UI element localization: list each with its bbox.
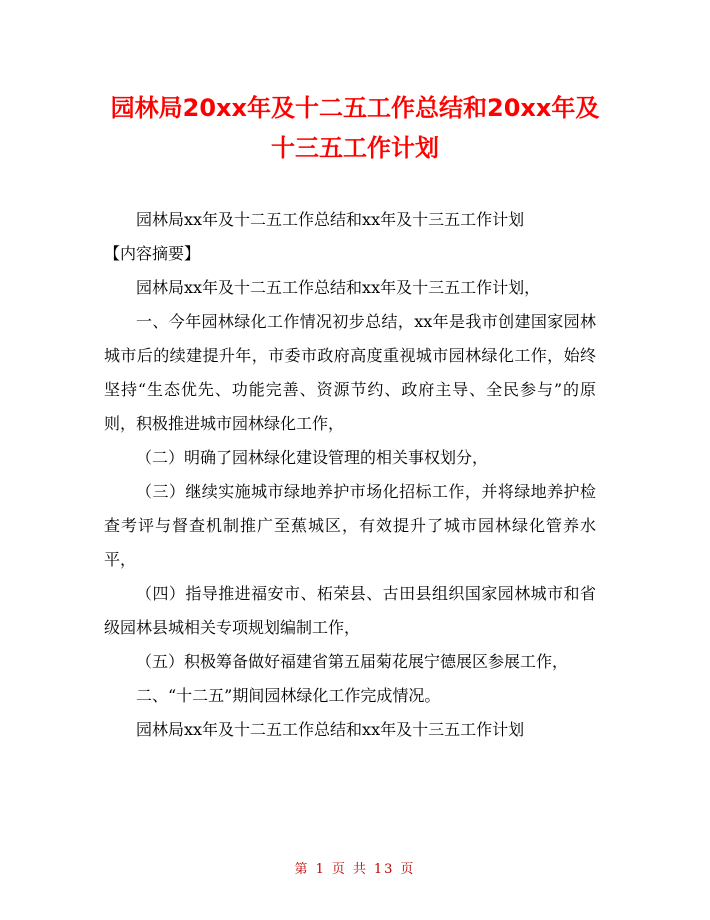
footer-page-label: 第: [294, 862, 310, 877]
paragraph-summary-intro: 园林局xx年及十二五工作总结和xx年及十三五工作计划，: [136, 278, 541, 297]
footer-total-label: 共: [352, 862, 368, 877]
document-body: [104, 203, 596, 747]
footer-total-pages: 13: [373, 862, 395, 877]
title-line-1: 园林局20xx年及十二五工作总结和20xx年及: [110, 94, 600, 122]
paragraph-doc-heading: 园林局xx年及十二五工作总结和xx年及十三五工作计划: [136, 210, 525, 229]
document-title: [60, 88, 650, 168]
paragraph-item-four: （四）指导推进福安市、柘荣县、古田县组织国家园林城市和省级园林县城相关专项规划编制工作，: [104, 584, 596, 637]
footer-page-unit: 页: [331, 862, 347, 877]
paragraph-item-three: （三）继续实施城市绿地养护市场化招标工作，并将绿地养护检查考评与督查机制推广至蕉城区，有效提升了城市园林绿化管养水平，: [104, 482, 596, 569]
title-line-2: 十三五工作计划: [271, 134, 439, 162]
footer-total-unit: 页: [400, 862, 416, 877]
footer-current-page: 1: [315, 862, 326, 877]
page-footer: [0, 858, 710, 877]
paragraph-item-two: （二）明确了园林绿化建设管理的相关事权划分，: [136, 448, 489, 467]
paragraph-section-two: 二、“十二五”期间园林绿化工作完成情况。: [136, 686, 441, 705]
paragraph-summary-label: 【内容摘要】: [104, 244, 201, 263]
paragraph-item-five: （五）积极筹备做好福建省第五届菊花展宁德展区参展工作，: [136, 652, 569, 671]
paragraph-doc-heading-repeat: 园林局xx年及十二五工作总结和xx年及十三五工作计划: [136, 720, 525, 739]
paragraph-section-one: 一、今年园林绿化工作情况初步总结，xx年是我市创建国家园林城市后的续建提升年，市委市政府高度重视城市园林绿化工作，始终坚持“生态优先、功能完善、资源节约、政府主导、全民参与”的原则，积极推进城市园林绿化工作，: [104, 312, 596, 433]
